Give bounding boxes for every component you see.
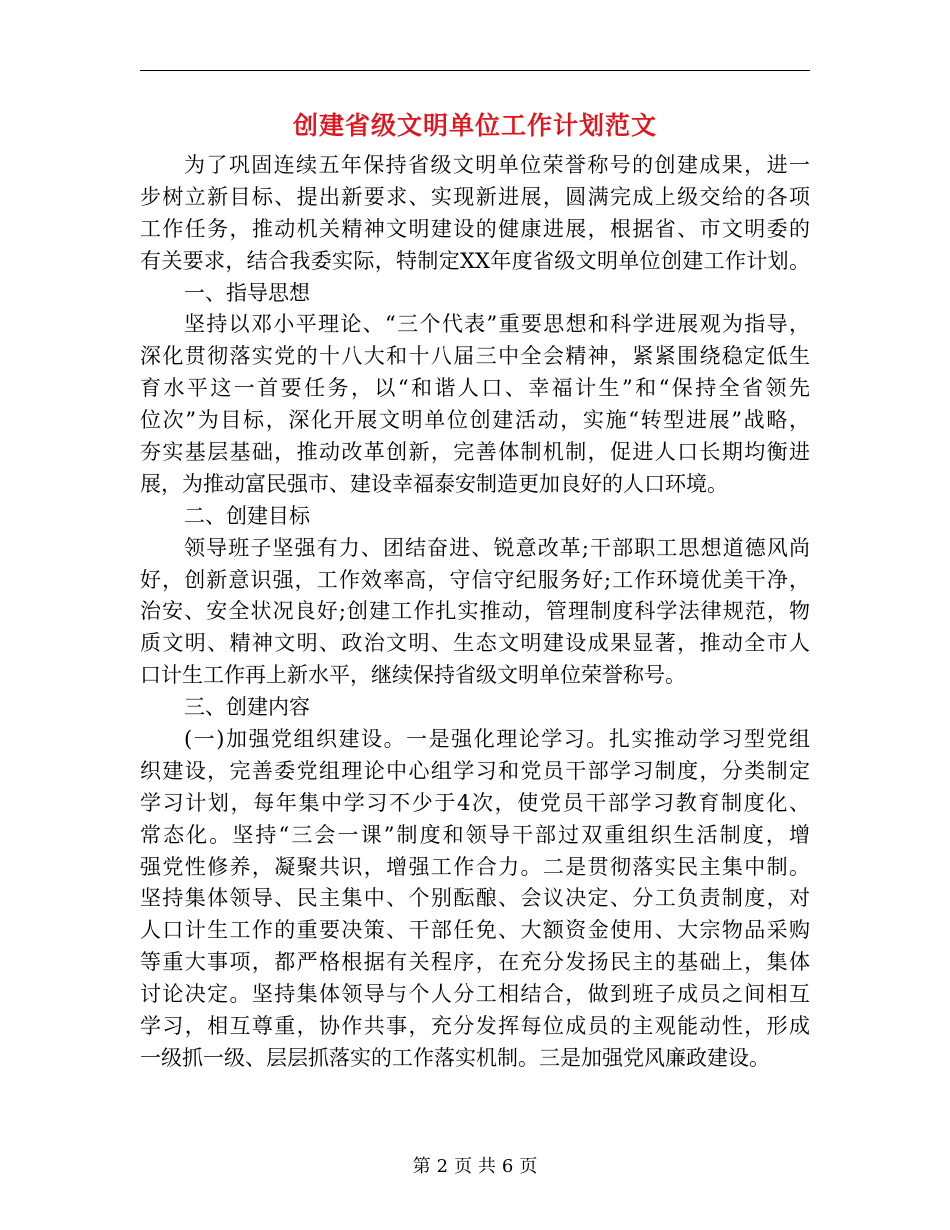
paragraph-line: 常态化。坚持“三会一课”制度和领导干部过双重组织生活制度，增: [140, 822, 810, 847]
paragraph-line: 步树立新目标、提出新要求、实现新进展，圆满完成上级交给的各项: [140, 184, 810, 209]
paragraph-line: 深化贯彻落实党的十八大和十八届三中全会精神，紧紧围绕稳定低生: [140, 344, 810, 369]
paragraph-line: 有关要求，结合我委实际，特制定XX年度省级文明单位创建工作计划。: [140, 248, 810, 273]
paragraph-line: 治安、安全状况良好;创建工作扎实推动，管理制度科学法律规范，物: [140, 599, 810, 624]
section-heading: 三、创建内容: [184, 695, 310, 720]
paragraph-line: 人口计生工作的重要决策、干部任免、大额资金使用、大宗物品采购: [140, 918, 810, 943]
section-heading: 二、创建目标: [184, 503, 310, 528]
paragraph-line: (一)加强党组织建设。一是强化理论学习。扎实推动学习型党组: [184, 727, 810, 752]
paragraph-line: 讨论决定。坚持集体领导与个人分工相结合，做到班子成员之间相互: [140, 982, 810, 1007]
paragraph-line: 一级抓一级、层层抓落实的工作落实机制。三是加强党风廉政建设。: [140, 1045, 770, 1070]
paragraph-line: 育水平这一首要任务，以“和谐人口、幸福计生”和“保持全省领先: [140, 376, 810, 401]
paragraph-line: 强党性修养，凝聚共识，增强工作合力。二是贯彻落实民主集中制。: [140, 854, 810, 879]
document-title: 创建省级文明单位工作计划范文: [292, 111, 657, 140]
paragraph-line: 口计生工作再上新水平，继续保持省级文明单位荣誉称号。: [140, 663, 686, 688]
paragraph-line: 好，创新意识强，工作效率高，守信守纪服务好;工作环境优美干净，: [140, 567, 810, 592]
section-heading: 一、指导思想: [184, 280, 310, 305]
footer-total-pages: 6: [501, 1156, 514, 1177]
paragraph-line: 位次”为目标，深化开展文明单位创建活动，实施“转型进展”战略，: [140, 408, 810, 433]
page-footer: [0, 1152, 950, 1178]
footer-suffix: 页: [519, 1156, 538, 1177]
header-rule: [140, 70, 810, 71]
paragraph-line: 学习，相互尊重，协作共事，充分发挥每位成员的主观能动性，形成: [140, 1014, 810, 1039]
paragraph-line: 工作任务，推动机关精神文明建设的健康进展，根据省、市文明委的: [140, 216, 810, 241]
paragraph-line: 学习计划，每年集中学习不少于4次，使党员干部学习教育制度化、: [140, 790, 810, 815]
paragraph-line: 质文明、精神文明、政治文明、生态文明建设成果显著，推动全市人: [140, 631, 810, 656]
paragraph-line: 织建设，完善委党组理论中心组学习和党员干部学习制度，分类制定: [140, 758, 810, 783]
paragraph-line: 为了巩固连续五年保持省级文明单位荣誉称号的创建成果，进一: [184, 153, 810, 177]
footer-middle: 页 共: [454, 1156, 496, 1177]
paragraph-line: 展，为推动富民强市、建设幸福泰安制造更加良好的人口环境。: [140, 471, 728, 496]
paragraph-line: 领导班子坚强有力、团结奋进、锐意改革;干部职工思想道德风尚: [184, 535, 810, 560]
paragraph-line: 坚持集体领导、民主集中、个别酝酿、会议决定、分工负责制度，对: [140, 886, 810, 911]
paragraph-line: 夯实基层基础，推动改革创新，完善体制机制，促进人口长期均衡进: [140, 440, 810, 465]
paragraph-line: 等重大事项，都严格根据有关程序，在充分发扬民主的基础上，集体: [140, 950, 810, 975]
footer-prefix: 第: [412, 1156, 431, 1177]
footer-page-number: 2: [436, 1156, 449, 1177]
document-body: [140, 150, 810, 1075]
paragraph-line: 坚持以邓小平理论、“三个代表”重要思想和科学进展观为指导，: [184, 312, 810, 337]
